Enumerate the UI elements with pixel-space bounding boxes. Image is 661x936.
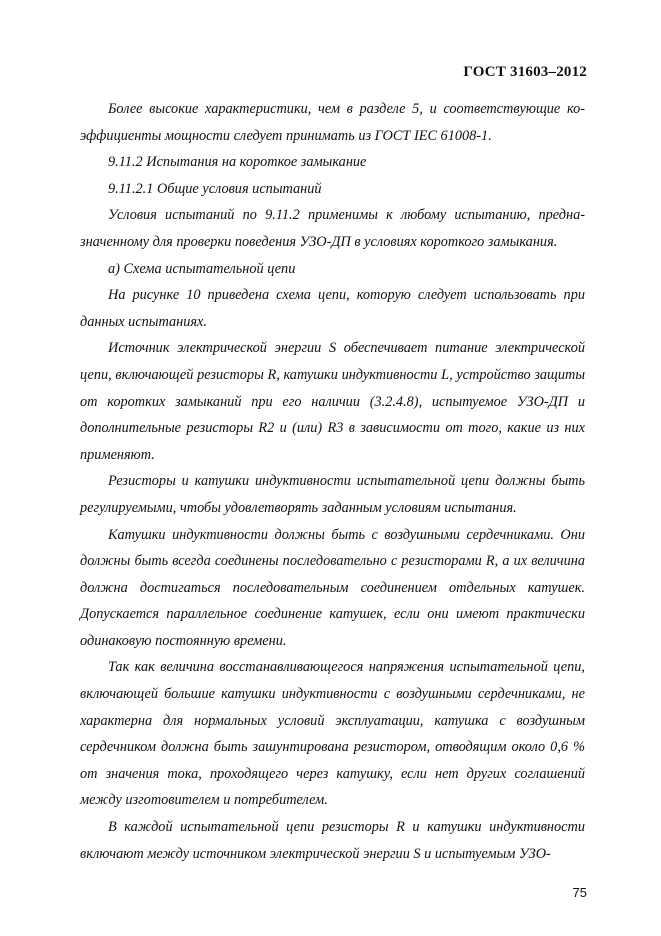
paragraph-power-source: Источник электрической энергии S обеспечивает питание электрической цепи, включающей резисторы R, катушки индуктивности L, устройство защиты от коротких замыканий при его наличии (3.2.4.8), испытуемое УЗО-ДП и дополнительные резисторы R2 и (или) R3 в зависимости от того, какие из них применяют.: [80, 340, 585, 463]
body-text: [80, 96, 585, 867]
section-heading-9-11-2: 9.11.2 Испытания на короткое замыкание: [108, 154, 367, 171]
paragraph-adjustable-components: Резисторы и катушки индуктивности испытательной цепи должны быть регулируемыми, чтобы удовлетворять заданным условиям испытания.: [80, 473, 585, 516]
paragraph-recovery-voltage: Так как величина восстанавливающегося напряжения испытательной цепи, включающей большие катушки индуктивности с воздушными сердечниками, не характерна для нормальных условий эксплуатации, катушка с воздушным сердечником должна быть зашунтирована резистором, отводящим около 0,6 % от значения тока, проходящего через катушку, если нет других соглашений между изготовителем и потребителем.: [80, 659, 585, 809]
paragraph-figure-reference: На рисунке 10 приведена схема цепи, которую следует использовать при данных испытаниях.: [80, 287, 585, 330]
page-number: 75: [572, 885, 587, 900]
subheading-test-circuit: а) Схема испытательной цепи: [108, 260, 296, 277]
paragraph-circuit-arrangement: В каждой испытательной цепи резисторы R и катушки индуктивности включают между источником электрической энергии S и испытуемым УЗО-: [80, 819, 585, 862]
paragraph-test-conditions: Условия испытаний по 9.11.2 применимы к любому испытанию, предназначенному для проверки поведения УЗО-ДП в условиях короткого замыкания.: [80, 207, 585, 250]
standard-code-header: ГОСТ 31603–2012: [463, 64, 587, 80]
paragraph-power-factors: Более высокие характеристики, чем в разделе 5, и соответствующие коэффициенты мощности следует принимать из ГОСТ IEC 61008-1.: [80, 101, 585, 144]
paragraph-air-core-inductors: Катушки индуктивности должны быть с воздушными сердечниками. Они должны быть всегда соединены последовательно с резисторами R, а их величина должна достигаться последовательным соединением отдельных катушек. Допускается параллельное соединение катушек, если они имеют практически одинаковую постоянную времени.: [80, 526, 585, 649]
section-heading-9-11-2-1: 9.11.2.1 Общие условия испытаний: [108, 180, 322, 197]
